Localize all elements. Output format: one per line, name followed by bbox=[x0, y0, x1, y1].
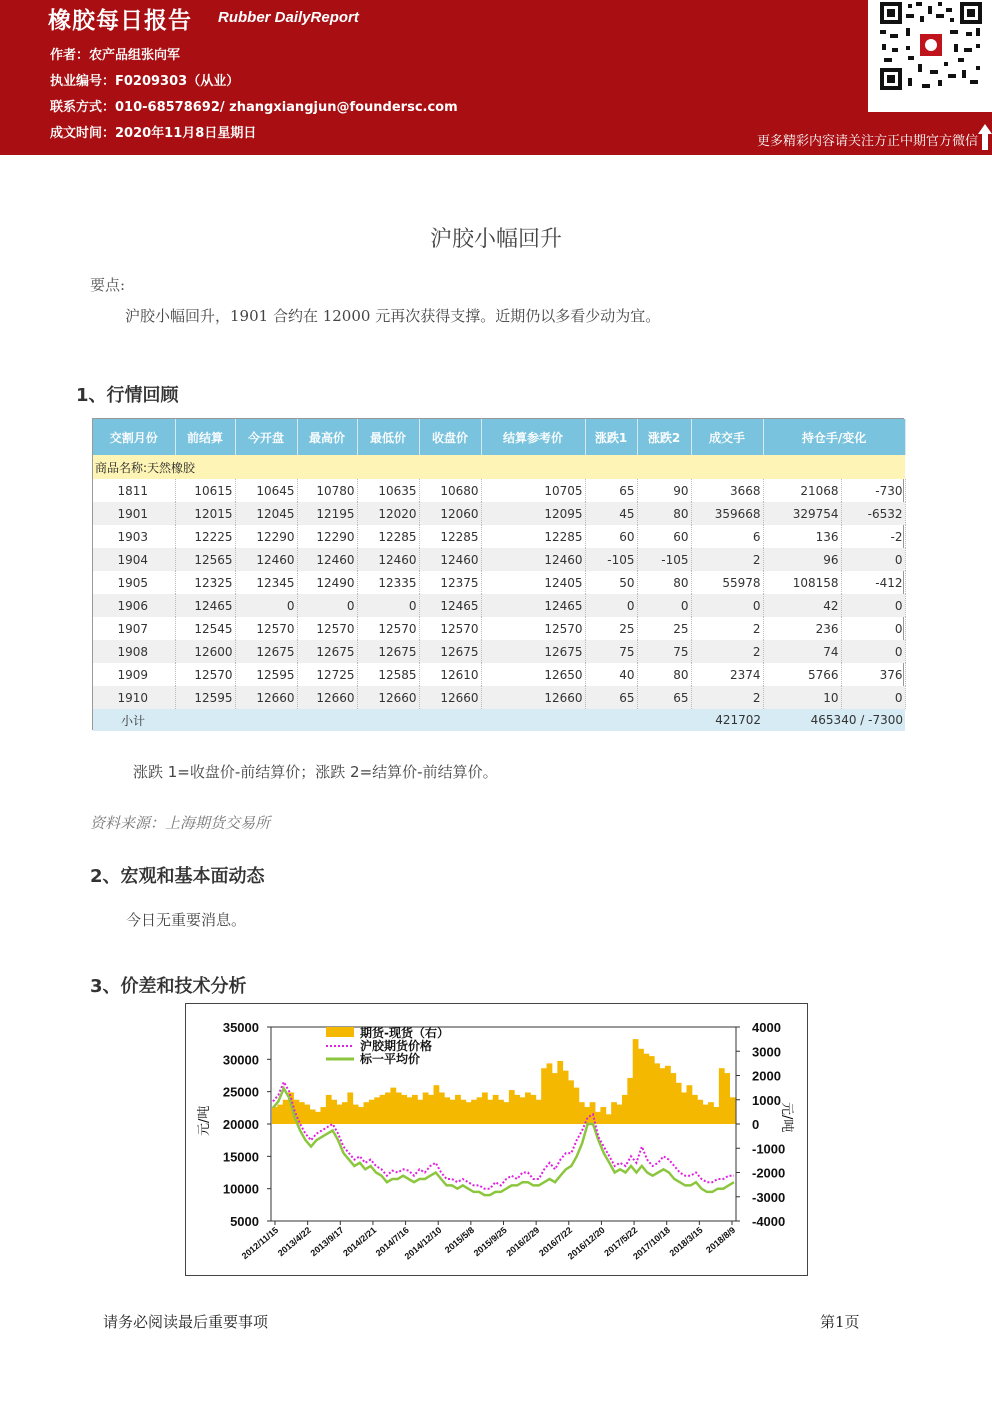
table-cell: 0 bbox=[841, 548, 905, 571]
table-cell: 0 bbox=[841, 640, 905, 663]
left-axis-label: 元/吨 bbox=[197, 1105, 212, 1136]
table-cell: 12610 bbox=[419, 663, 481, 686]
page-number: 第1页 bbox=[820, 1313, 860, 1331]
table-cell: 42 bbox=[763, 594, 841, 617]
col-header: 最低价 bbox=[357, 419, 419, 455]
table-cell: -2 bbox=[841, 525, 905, 548]
basis-bar bbox=[423, 1092, 429, 1124]
x-tick-label: 2017/10/18 bbox=[631, 1224, 672, 1262]
table-cell: 12015 bbox=[175, 502, 235, 525]
table-cell: 12460 bbox=[419, 548, 481, 571]
x-tick-label: 2018/8/9 bbox=[704, 1224, 738, 1256]
table-cell: 96 bbox=[763, 548, 841, 571]
x-tick-label: 2016/7/22 bbox=[536, 1224, 575, 1259]
basis-bar bbox=[304, 1105, 310, 1124]
basis-bar bbox=[654, 1063, 660, 1124]
basis-bar bbox=[724, 1073, 730, 1124]
basis-bar bbox=[514, 1095, 520, 1124]
basis-bar bbox=[670, 1073, 676, 1124]
basis-bar bbox=[310, 1109, 316, 1124]
x-tick-label: 2016/12/20 bbox=[565, 1224, 607, 1262]
table-cell: 12675 bbox=[297, 640, 357, 663]
basis-bar bbox=[380, 1095, 386, 1124]
right-tick-label: -3000 bbox=[752, 1189, 786, 1205]
table-cell: 45 bbox=[585, 502, 637, 525]
footer-disclaimer: 请务必阅读最后重要事项 bbox=[103, 1313, 269, 1331]
basis-bar bbox=[498, 1100, 504, 1124]
report-title: 橡胶每日报告 bbox=[48, 8, 192, 34]
table-cell: 1903 bbox=[93, 525, 175, 548]
basis-bar bbox=[681, 1092, 687, 1124]
legend-label: 沪胶期货价格 bbox=[360, 1039, 433, 1053]
basis-bar bbox=[547, 1063, 553, 1124]
table-cell: 10635 bbox=[357, 479, 419, 502]
x-tick-label: 2014/2/21 bbox=[341, 1224, 379, 1259]
table-row bbox=[93, 686, 905, 709]
basis-bar bbox=[579, 1102, 585, 1124]
table-cell: 12585 bbox=[357, 663, 419, 686]
basis-bar bbox=[493, 1095, 499, 1124]
table-row bbox=[93, 479, 905, 502]
basis-bar bbox=[326, 1095, 332, 1124]
right-tick-label: -2000 bbox=[752, 1165, 786, 1181]
right-tick-label: 0 bbox=[752, 1117, 760, 1132]
table-cell: 12405 bbox=[481, 571, 585, 594]
contact-line: 联系方式：010-68578692/ zhangxiangjun@foundersc.com bbox=[50, 100, 458, 115]
basis-bar bbox=[450, 1100, 456, 1124]
basis-bar bbox=[692, 1095, 698, 1124]
basis-bar bbox=[331, 1100, 337, 1124]
right-tick-label: 4000 bbox=[752, 1020, 781, 1035]
table-cell: 10615 bbox=[175, 479, 235, 502]
table-cell: 0 bbox=[637, 594, 691, 617]
left-tick-label: 10000 bbox=[222, 1181, 259, 1197]
basis-bar bbox=[638, 1049, 644, 1124]
basis-bar bbox=[530, 1095, 536, 1124]
table-cell: -412 bbox=[841, 571, 905, 594]
col-header: 涨跌2 bbox=[637, 419, 691, 455]
table-cell: 25 bbox=[637, 617, 691, 640]
right-tick-label: -1000 bbox=[752, 1141, 786, 1157]
col-header: 收盘价 bbox=[419, 419, 481, 455]
table-cell: 108158 bbox=[763, 571, 841, 594]
basis-bar bbox=[730, 1097, 736, 1124]
table-cell: 12465 bbox=[481, 594, 585, 617]
basis-bar bbox=[633, 1039, 639, 1124]
table-cell: 12650 bbox=[481, 663, 585, 686]
table-row bbox=[93, 502, 905, 525]
basis-bar bbox=[460, 1100, 466, 1124]
date-line: 成文时间：2020年11月8日星期日 bbox=[50, 126, 257, 141]
section2-text: 今日无重要消息。 bbox=[126, 911, 247, 929]
basis-bar bbox=[444, 1097, 450, 1124]
table-cell: 10 bbox=[763, 686, 841, 709]
legend-label: 标一平均价 bbox=[360, 1052, 421, 1066]
table-cell: 12725 bbox=[297, 663, 357, 686]
basis-bar bbox=[353, 1105, 359, 1124]
left-tick-label: 15000 bbox=[222, 1149, 259, 1165]
legend-swatch-basis bbox=[326, 1027, 354, 1037]
basis-bar bbox=[713, 1107, 719, 1124]
basis-bar bbox=[557, 1061, 563, 1124]
table-cell: 10780 bbox=[297, 479, 357, 502]
x-tick-label: 2015/9/25 bbox=[471, 1224, 509, 1259]
header-divider bbox=[0, 153, 992, 167]
table-cell: 12570 bbox=[357, 617, 419, 640]
table-cell: 75 bbox=[637, 640, 691, 663]
table-cell: 12660 bbox=[419, 686, 481, 709]
table-cell: 1905 bbox=[93, 571, 175, 594]
x-tick-label: 2015/5/8 bbox=[442, 1224, 477, 1256]
basis-bar bbox=[676, 1083, 682, 1124]
basis-bar bbox=[665, 1066, 671, 1124]
table-header-row bbox=[93, 419, 905, 455]
table-cell: 12660 bbox=[481, 686, 585, 709]
author-line: 作者：农产品组张向军 bbox=[50, 48, 181, 63]
right-tick-label: 1000 bbox=[752, 1092, 781, 1108]
table-cell: 136 bbox=[763, 525, 841, 548]
arrow-up-icon bbox=[978, 124, 992, 150]
col-header: 涨跌1 bbox=[585, 419, 637, 455]
table-cell: 1907 bbox=[93, 617, 175, 640]
table-cell: 80 bbox=[637, 502, 691, 525]
table-cell: 12675 bbox=[419, 640, 481, 663]
table-cell: 12345 bbox=[235, 571, 297, 594]
license-line: 执业编号：F0209303（从业） bbox=[50, 74, 240, 89]
basis-bar bbox=[417, 1100, 423, 1124]
left-tick-label: 5000 bbox=[230, 1214, 259, 1229]
table-cell: 5766 bbox=[763, 663, 841, 686]
basis-bar bbox=[520, 1097, 526, 1124]
table-cell: 0 bbox=[841, 686, 905, 709]
basis-bar bbox=[283, 1100, 289, 1124]
table-cell: 90 bbox=[637, 479, 691, 502]
table-cell: 12675 bbox=[481, 640, 585, 663]
table-cell: 12570 bbox=[481, 617, 585, 640]
table-cell: 12660 bbox=[357, 686, 419, 709]
right-tick-label: 3000 bbox=[752, 1044, 781, 1060]
basis-bar bbox=[536, 1100, 542, 1124]
basis-bar bbox=[687, 1085, 693, 1124]
table-cell: 1910 bbox=[93, 686, 175, 709]
table-cell: 12225 bbox=[175, 525, 235, 548]
table-cell: 12375 bbox=[419, 571, 481, 594]
x-tick-label: 2016/2/29 bbox=[504, 1224, 542, 1259]
basis-bar bbox=[374, 1097, 380, 1124]
table-cell: 0 bbox=[297, 594, 357, 617]
wechat-follow-note: 更多精彩内容请关注方正中期官方微信 bbox=[756, 134, 978, 149]
table-cell: 10645 bbox=[235, 479, 297, 502]
basis-bar bbox=[434, 1085, 440, 1124]
table-row bbox=[93, 525, 905, 548]
table-cell: 2 bbox=[691, 548, 763, 571]
table-row bbox=[93, 571, 905, 594]
x-tick-label: 2014/12/10 bbox=[402, 1224, 444, 1262]
table-cell: 1811 bbox=[93, 479, 175, 502]
basis-bar bbox=[347, 1092, 353, 1124]
basis-bar bbox=[471, 1100, 477, 1124]
table-row bbox=[93, 594, 905, 617]
table-cell: 12195 bbox=[297, 502, 357, 525]
section3-heading: 3、价差和技术分析 bbox=[90, 976, 247, 997]
table-cell: 0 bbox=[585, 594, 637, 617]
table-cell: 12095 bbox=[481, 502, 585, 525]
table-row bbox=[93, 663, 905, 686]
table-cell: 12660 bbox=[235, 686, 297, 709]
table-cell: 6 bbox=[691, 525, 763, 548]
table-cell: 12660 bbox=[297, 686, 357, 709]
table-cell: 12325 bbox=[175, 571, 235, 594]
basis-bar bbox=[617, 1105, 623, 1124]
x-tick-label: 2014/7/16 bbox=[373, 1224, 411, 1259]
total-volume: 421702 bbox=[691, 709, 763, 731]
right-axis-label: 元/吨 bbox=[779, 1102, 794, 1133]
x-tick-label: 2017/5/22 bbox=[602, 1224, 640, 1259]
basis-bar bbox=[573, 1088, 579, 1124]
table-cell: 55978 bbox=[691, 571, 763, 594]
basis-bar bbox=[482, 1092, 488, 1124]
total-open-interest: 465340 / -7300 bbox=[763, 709, 905, 731]
table-cell: 2374 bbox=[691, 663, 763, 686]
basis-bar bbox=[358, 1107, 364, 1124]
table-cell: 1909 bbox=[93, 663, 175, 686]
basis-bar bbox=[708, 1102, 714, 1124]
table-cell: 12460 bbox=[481, 548, 585, 571]
left-tick-label: 20000 bbox=[222, 1117, 259, 1132]
basis-bar bbox=[272, 1107, 278, 1124]
table-cell: 12595 bbox=[175, 686, 235, 709]
table-cell: 2 bbox=[691, 686, 763, 709]
basis-bar bbox=[315, 1112, 321, 1124]
total-label: 小计 bbox=[93, 709, 691, 731]
basis-bar bbox=[660, 1068, 666, 1124]
basis-bar bbox=[428, 1095, 434, 1124]
table-cell: 12285 bbox=[357, 525, 419, 548]
table-cell: 236 bbox=[763, 617, 841, 640]
report-header bbox=[0, 0, 992, 153]
basis-bar bbox=[385, 1092, 391, 1124]
table-cell: 2 bbox=[691, 617, 763, 640]
table-cell: 1901 bbox=[93, 502, 175, 525]
table-cell: 1906 bbox=[93, 594, 175, 617]
basis-bar bbox=[396, 1092, 402, 1124]
col-header: 结算参考价 bbox=[481, 419, 585, 455]
left-tick-label: 25000 bbox=[222, 1084, 259, 1100]
document-title: 沪胶小幅回升 bbox=[429, 227, 562, 252]
basis-bar bbox=[277, 1105, 283, 1124]
qr-code-icon[interactable] bbox=[878, 0, 984, 92]
col-header: 前结算 bbox=[175, 419, 235, 455]
table-cell: 2 bbox=[691, 640, 763, 663]
right-tick-label: -4000 bbox=[752, 1214, 786, 1229]
table-row bbox=[93, 548, 905, 571]
table-cell: 12290 bbox=[235, 525, 297, 548]
section1-heading: 1、行情回顾 bbox=[76, 385, 179, 406]
table-cell: 12285 bbox=[419, 525, 481, 548]
table-cell: 0 bbox=[841, 594, 905, 617]
table-cell: 60 bbox=[585, 525, 637, 548]
basis-bar bbox=[627, 1078, 633, 1124]
table-cell: 12565 bbox=[175, 548, 235, 571]
product-name-row bbox=[93, 455, 905, 479]
table-cell: 12060 bbox=[419, 502, 481, 525]
basis-bar bbox=[337, 1105, 343, 1124]
product-name-cell: 商品名称:天然橡胶 bbox=[93, 455, 905, 479]
table-cell: 12595 bbox=[235, 663, 297, 686]
basis-bar bbox=[466, 1102, 472, 1124]
x-tick-label: 2018/3/15 bbox=[667, 1224, 705, 1259]
basis-bar bbox=[563, 1071, 569, 1124]
table-cell: 12335 bbox=[357, 571, 419, 594]
basis-bar bbox=[703, 1105, 709, 1124]
table-cell: 12570 bbox=[175, 663, 235, 686]
left-tick-label: 35000 bbox=[222, 1020, 259, 1035]
table-cell: 1908 bbox=[93, 640, 175, 663]
col-header: 持仓手/变化 bbox=[763, 419, 905, 455]
basis-bar bbox=[477, 1097, 483, 1124]
table-cell: 12045 bbox=[235, 502, 297, 525]
table-cell: 65 bbox=[585, 686, 637, 709]
table-total-row bbox=[93, 709, 905, 731]
table-cell: 12460 bbox=[297, 548, 357, 571]
keypoints-label: 要点: bbox=[90, 276, 126, 294]
col-header: 成交手 bbox=[691, 419, 763, 455]
table-cell: -6532 bbox=[841, 502, 905, 525]
x-tick-label: 2013/9/17 bbox=[308, 1224, 346, 1259]
table-cell: 12675 bbox=[357, 640, 419, 663]
table-cell: 12570 bbox=[235, 617, 297, 640]
col-header: 最高价 bbox=[297, 419, 357, 455]
basis-bar bbox=[649, 1056, 655, 1124]
table-cell: 60 bbox=[637, 525, 691, 548]
basis-bar bbox=[697, 1100, 703, 1124]
table-cell: 12465 bbox=[175, 594, 235, 617]
market-table bbox=[92, 418, 904, 730]
table-cell: 0 bbox=[235, 594, 297, 617]
table-row bbox=[93, 640, 905, 663]
report-subtitle: Rubber DailyReport bbox=[218, 9, 359, 26]
basis-bar bbox=[525, 1092, 531, 1124]
basis-bar bbox=[541, 1068, 547, 1124]
table-cell: 74 bbox=[763, 640, 841, 663]
table-cell: 3668 bbox=[691, 479, 763, 502]
table-cell: 80 bbox=[637, 571, 691, 594]
table-cell: 65 bbox=[585, 479, 637, 502]
basis-bar bbox=[390, 1088, 396, 1124]
table-cell: 329754 bbox=[763, 502, 841, 525]
table-cell: 12465 bbox=[419, 594, 481, 617]
col-header: 今开盘 bbox=[235, 419, 297, 455]
basis-bar bbox=[600, 1107, 606, 1124]
basis-price-chart bbox=[185, 1003, 808, 1276]
x-tick-label: 2013/4/22 bbox=[275, 1224, 313, 1259]
table-cell: 25 bbox=[585, 617, 637, 640]
table-cell: 21068 bbox=[763, 479, 841, 502]
keypoints-text: 沪胶小幅回升，1901 合约在 12000 元再次获得支撑。近期仍以多看少动为宜。 bbox=[125, 307, 661, 325]
table-row bbox=[93, 617, 905, 640]
table-cell: 12675 bbox=[235, 640, 297, 663]
table-cell: 50 bbox=[585, 571, 637, 594]
basis-bar bbox=[719, 1068, 725, 1124]
table-cell: 65 bbox=[637, 686, 691, 709]
table-cell: 10680 bbox=[419, 479, 481, 502]
table-cell: 12460 bbox=[357, 548, 419, 571]
table-cell: 0 bbox=[841, 617, 905, 640]
basis-bar bbox=[401, 1095, 407, 1124]
table-cell: 12545 bbox=[175, 617, 235, 640]
section2-heading: 2、宏观和基本面动态 bbox=[90, 866, 265, 887]
table-cell: -105 bbox=[637, 548, 691, 571]
left-tick-label: 30000 bbox=[222, 1052, 259, 1068]
basis-bar bbox=[364, 1102, 370, 1124]
basis-bar bbox=[412, 1095, 418, 1124]
col-header: 交割月份 bbox=[93, 419, 175, 455]
basis-bar bbox=[369, 1100, 375, 1124]
basis-bar bbox=[509, 1090, 515, 1124]
table-cell: -105 bbox=[585, 548, 637, 571]
table-cell: 12285 bbox=[481, 525, 585, 548]
right-tick-label: 2000 bbox=[752, 1068, 781, 1084]
table-cell: 0 bbox=[357, 594, 419, 617]
basis-bar bbox=[504, 1102, 510, 1124]
basis-bar bbox=[568, 1080, 574, 1124]
table-note: 涨跌 1=收盘价-前结算价；涨跌 2=结算价-前结算价。 bbox=[133, 763, 498, 781]
x-tick-label: 2012/11/15 bbox=[239, 1224, 281, 1262]
table-cell: 80 bbox=[637, 663, 691, 686]
basis-bar bbox=[552, 1073, 558, 1124]
basis-bar bbox=[487, 1100, 493, 1124]
basis-bar bbox=[590, 1102, 596, 1124]
table-cell: 12290 bbox=[297, 525, 357, 548]
table-cell: 12490 bbox=[297, 571, 357, 594]
table-cell: 376 bbox=[841, 663, 905, 686]
chart-svg bbox=[186, 1004, 807, 1275]
table-cell: -730 bbox=[841, 479, 905, 502]
table-cell: 12460 bbox=[235, 548, 297, 571]
table-cell: 0 bbox=[691, 594, 763, 617]
table-cell: 10705 bbox=[481, 479, 585, 502]
basis-bar bbox=[622, 1095, 628, 1124]
basis-bar bbox=[439, 1092, 445, 1124]
basis-bar bbox=[407, 1097, 413, 1124]
basis-bar bbox=[643, 1054, 649, 1124]
table-cell: 75 bbox=[585, 640, 637, 663]
legend-label: 期货-现货（右） bbox=[360, 1026, 449, 1040]
table-cell: 40 bbox=[585, 663, 637, 686]
table-cell: 1904 bbox=[93, 548, 175, 571]
table-cell: 12570 bbox=[297, 617, 357, 640]
table-cell: 12020 bbox=[357, 502, 419, 525]
data-source: 资料来源：上海期货交易所 bbox=[90, 814, 271, 832]
basis-bar bbox=[320, 1107, 326, 1124]
basis-bar bbox=[606, 1114, 612, 1124]
basis-bar bbox=[611, 1102, 617, 1124]
table-cell: 359668 bbox=[691, 502, 763, 525]
table-cell: 12570 bbox=[419, 617, 481, 640]
basis-bar bbox=[342, 1102, 348, 1124]
basis-bar bbox=[455, 1095, 461, 1124]
table-cell: 12600 bbox=[175, 640, 235, 663]
